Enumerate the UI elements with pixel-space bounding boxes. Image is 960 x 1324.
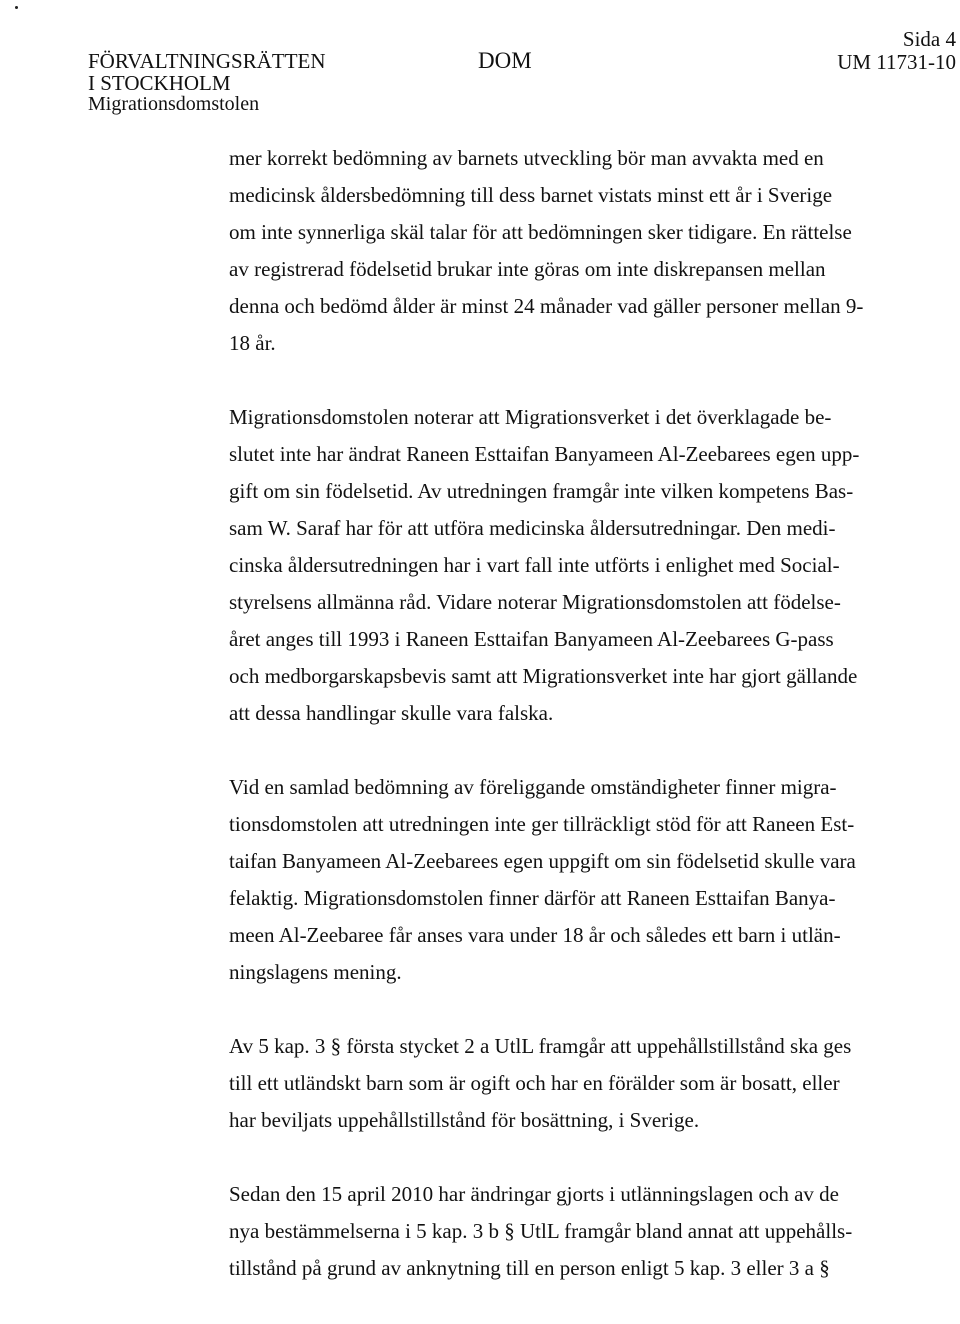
text-line: meen Al-Zeebaree får anses vara under 18 år och således ett barn i utlän- bbox=[229, 923, 841, 947]
page-number: Sida 4 bbox=[902, 27, 956, 51]
paragraph bbox=[229, 140, 875, 362]
text-line: har beviljats uppehållstillstånd för bosättning, i Sverige. bbox=[229, 1108, 700, 1132]
paragraph bbox=[229, 769, 875, 991]
text-line: denna och bedömd ålder är minst 24 månader vad gäller personer mellan 9- bbox=[229, 294, 864, 318]
text-line: Av 5 kap. 3 § första stycket 2 a UtlL framgår att uppehållstillstånd ska ges bbox=[229, 1034, 852, 1058]
text-line: slutet inte har ändrat Raneen Esttaifan Banyameen Al-Zeebarees egen upp- bbox=[229, 442, 860, 466]
text-line: och medborgarskapsbevis samt att Migrationsverket inte har gjort gällande bbox=[229, 664, 858, 688]
text-line: att dessa handlingar skulle vara falska. bbox=[229, 701, 554, 725]
text-line: om inte synnerliga skäl talar för att bedömningen sker tidigare. En rättelse bbox=[229, 220, 852, 244]
case-number: UM 11731-10 bbox=[837, 50, 956, 74]
text-line: felaktig. Migrationsdomstolen finner därför att Raneen Esttaifan Banya- bbox=[229, 886, 836, 910]
text-line: Vid en samlad bedömning av föreliggande omständigheter finner migra- bbox=[229, 775, 837, 799]
text-line: medicinsk åldersbedömning till dess barnet vistats minst ett år i Sverige bbox=[229, 183, 833, 207]
text-line: 18 år. bbox=[229, 331, 276, 355]
text-line: av registrerad födelsetid brukar inte göras om inte diskrepansen mellan bbox=[229, 257, 826, 281]
paragraph bbox=[229, 1028, 875, 1139]
text-line: mer korrekt bedömning av barnets utveckling bör man avvakta med en bbox=[229, 146, 824, 170]
text-line: styrelsens allmänna råd. Vidare noterar Migrationsdomstolen att födelse- bbox=[229, 590, 841, 614]
court-name: FÖRVALTNINGSRÄTTEN bbox=[88, 49, 326, 73]
text-line: nya bestämmelserna i 5 kap. 3 b § UtlL framgår bland annat att uppehålls- bbox=[229, 1219, 853, 1243]
text-line: tionsdomstolen att utredningen inte ger tillräckligt stöd för att Raneen Est- bbox=[229, 812, 855, 836]
paragraph bbox=[229, 1176, 875, 1287]
court-division: Migrationsdomstolen bbox=[88, 93, 260, 115]
scan-speck bbox=[15, 6, 18, 9]
text-line: till ett utländskt barn som är ogift och har en förälder som är bosatt, eller bbox=[229, 1071, 840, 1095]
text-line: ningslagens mening. bbox=[229, 960, 402, 984]
text-line: Sedan den 15 april 2010 har ändringar gjorts i utlänningslagen och av de bbox=[229, 1182, 840, 1206]
text-line: året anges till 1993 i Raneen Esttaifan Banyameen Al-Zeebarees G-pass bbox=[229, 627, 834, 651]
text-line: gift om sin födelsetid. Av utredningen framgår inte vilken kompetens Bas- bbox=[229, 479, 854, 503]
text-line: Migrationsdomstolen noterar att Migrationsverket i det överklagade be- bbox=[229, 405, 832, 429]
text-line: taifan Banyameen Al-Zeebarees egen uppgift om sin födelsetid skulle vara bbox=[229, 849, 856, 873]
text-line: sam W. Saraf har för att utföra medicinska åldersutredningar. Den medi- bbox=[229, 516, 836, 540]
text-line: tillstånd på grund av anknytning till en person enligt 5 kap. 3 eller 3 a § bbox=[229, 1256, 830, 1280]
document-type: DOM bbox=[478, 48, 532, 73]
text-line: cinska åldersutredningen har i vart fall inte utförts i enlighet med Social- bbox=[229, 553, 840, 577]
document-body bbox=[229, 140, 875, 1324]
court-location: I STOCKHOLM bbox=[88, 71, 231, 95]
paragraph bbox=[229, 399, 875, 732]
